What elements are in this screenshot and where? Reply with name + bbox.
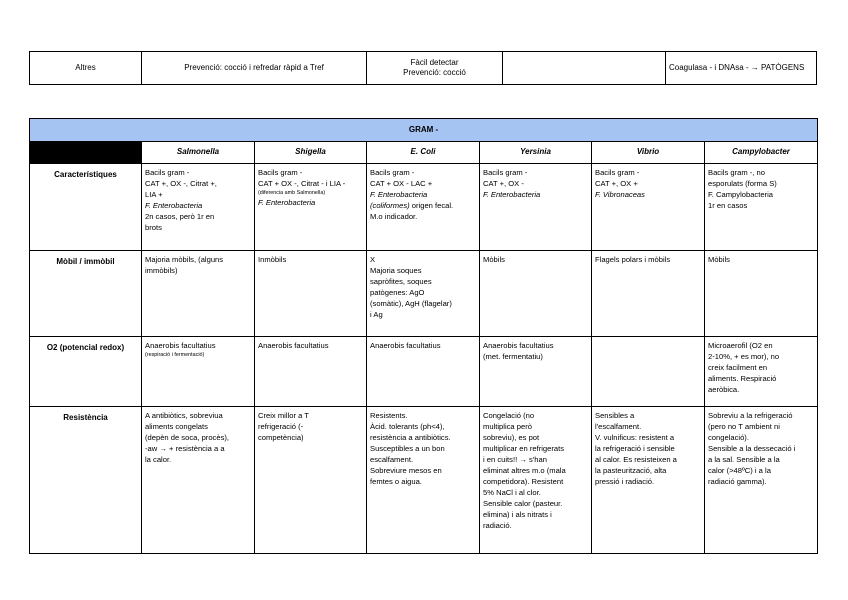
cell-vibrio-o2 bbox=[592, 337, 705, 407]
cell-line: 1r en casos bbox=[708, 201, 748, 210]
cell-vibrio-mobil bbox=[592, 251, 705, 337]
row-label-mobil: Mòbil / immòbil bbox=[30, 251, 142, 337]
gram-table bbox=[29, 118, 818, 554]
altres-cell bbox=[30, 52, 142, 85]
cell-line: Majoria mòbils, (alguns bbox=[145, 255, 224, 264]
cell-line: (coliformes) bbox=[370, 201, 410, 210]
cell-ecoli-mobil bbox=[367, 251, 480, 337]
cell-line: (pero no T ambient ni bbox=[708, 422, 780, 431]
cell-line: aliments congelats bbox=[145, 422, 208, 431]
cell-line: F. Campylobacteria bbox=[708, 190, 773, 199]
cell-line: Mòbils bbox=[483, 255, 505, 264]
cell-line: patògenes: AgO bbox=[370, 288, 425, 297]
cell-line: calor (>48ºC) i a la bbox=[708, 466, 771, 475]
cell-line: Creix millor a T bbox=[258, 411, 309, 420]
cell-line: CAT +, OX -, Citrat +, bbox=[145, 179, 217, 188]
table-row bbox=[30, 407, 818, 554]
cell-line: Susceptibles a un bon bbox=[370, 444, 445, 453]
facil-line-2: Prevenció: cocció bbox=[403, 68, 466, 77]
cell-line: Anaerobis facultatius bbox=[370, 341, 441, 350]
cell-line: refrigeració (- bbox=[258, 422, 304, 431]
cell-line: Bacils gram -, no bbox=[708, 168, 765, 177]
cell-line: Anaerobis facultatius bbox=[483, 341, 554, 350]
table-row bbox=[30, 337, 818, 407]
cell-line: X bbox=[370, 255, 376, 264]
cell-line: competidora). Resistent bbox=[483, 477, 564, 486]
cell-line: CAT +, OX + bbox=[595, 179, 638, 188]
cell-line: origen fecal. bbox=[411, 201, 454, 210]
cell-line: creix facilment en bbox=[708, 363, 768, 372]
cell-line: Bacils gram - bbox=[483, 168, 528, 177]
coagulasa-cell bbox=[666, 52, 817, 85]
cell-campylobacter-resistencia bbox=[705, 407, 818, 554]
cell-line: pressió i radiació. bbox=[595, 477, 655, 486]
col-header-yersinia: Yersinia bbox=[480, 142, 592, 164]
corner-black-cell bbox=[30, 142, 142, 164]
cell-ecoli-caracteristiques bbox=[367, 164, 480, 251]
cell-line: F. Enterobacteria bbox=[145, 201, 203, 210]
column-header-row bbox=[30, 142, 818, 164]
cell-line: M.o indicador. bbox=[370, 212, 418, 221]
facil-cell bbox=[367, 52, 503, 85]
col-header-ecoli: E. Coli bbox=[367, 142, 480, 164]
cell-line: Mòbils bbox=[708, 255, 730, 264]
top-table bbox=[29, 51, 817, 85]
prevencio-text: Prevenció: cocció i refredar ràpid a Tref bbox=[184, 63, 324, 72]
cell-vibrio-caracteristiques bbox=[592, 164, 705, 251]
cell-line: F. Enterobacteria bbox=[370, 190, 428, 199]
cell-shigella-mobil bbox=[255, 251, 367, 337]
cell-line: sobreviu), es pot bbox=[483, 433, 540, 442]
cell-line: -aw → + resistència a a bbox=[145, 444, 225, 453]
cell-line: la calor. bbox=[145, 455, 172, 464]
cell-line: (somàtic), AgH (flagelar) bbox=[370, 299, 452, 308]
cell-line: femtes o aigua. bbox=[370, 477, 422, 486]
cell-salmonella-resistencia bbox=[142, 407, 255, 554]
cell-line: aeròbica. bbox=[708, 385, 740, 394]
cell-line: 2-10%, + es mor), no bbox=[708, 352, 780, 361]
col-header-campylobacter: Campylobacter bbox=[705, 142, 818, 164]
cell-campylobacter-caracteristiques bbox=[705, 164, 818, 251]
cell-line: CAT + OX -, Citrat - i LIA - bbox=[258, 179, 346, 188]
cell-line: al calor. Es resisteixen a bbox=[595, 455, 677, 464]
cell-line: Resistents. bbox=[370, 411, 408, 420]
facil-line-1: Fàcil detectar bbox=[410, 58, 459, 67]
cell-line: LIA + bbox=[145, 190, 163, 199]
coagulasa-text: Coagulasa - i DNAsa - → PATÒGENS bbox=[669, 63, 805, 72]
cell-line: l'escalfament. bbox=[595, 422, 642, 431]
cell-line: Sobreviu a la refrigeració bbox=[708, 411, 793, 420]
cell-line: 2n casos, però 1r en bbox=[145, 212, 215, 221]
cell-line: (met. fermentatiu) bbox=[483, 352, 543, 361]
cell-line: Àcid. tolerants (ph<4), bbox=[370, 422, 445, 431]
cell-line: Bacils gram - bbox=[145, 168, 190, 177]
cell-line: Majoria soques bbox=[370, 266, 422, 275]
cell-shigella-resistencia bbox=[255, 407, 367, 554]
cell-line: A antibiòtics, sobreviua bbox=[145, 411, 223, 420]
cell-line: CAT + OX - LAC + bbox=[370, 179, 433, 188]
cell-line: Sobreviure mesos en bbox=[370, 466, 442, 475]
table-row bbox=[30, 52, 817, 85]
col-header-shigella: Shigella bbox=[255, 142, 367, 164]
cell-line: i en cuits!! → s'han bbox=[483, 455, 547, 464]
cell-line: Bacils gram - bbox=[595, 168, 640, 177]
empty-cell bbox=[503, 52, 666, 85]
cell-line: resistència a antibiòtics. bbox=[370, 433, 451, 442]
cell-line: congelació). bbox=[708, 433, 749, 442]
cell-yersinia-o2 bbox=[480, 337, 592, 407]
cell-line: radiació gamma). bbox=[708, 477, 767, 486]
cell-line: brots bbox=[145, 223, 162, 232]
cell-vibrio-resistencia bbox=[592, 407, 705, 554]
cell-line: la refrigeració i sensible bbox=[595, 444, 675, 453]
row-label-resistencia: Resistència bbox=[30, 407, 142, 554]
cell-line: Sensible a la dessecació i bbox=[708, 444, 796, 453]
cell-line: CAT +, OX - bbox=[483, 179, 524, 188]
col-header-vibrio: Vibrio bbox=[592, 142, 705, 164]
cell-campylobacter-mobil bbox=[705, 251, 818, 337]
col-header-salmonella: Salmonella bbox=[142, 142, 255, 164]
cell-shigella-caracteristiques bbox=[255, 164, 367, 251]
cell-line: V. vulnificus: resistent a bbox=[595, 433, 675, 442]
cell-line: Bacils gram - bbox=[258, 168, 303, 177]
cell-salmonella-caracteristiques bbox=[142, 164, 255, 251]
cell-line: radiació. bbox=[483, 521, 512, 530]
gram-header: GRAM - bbox=[30, 119, 818, 142]
cell-line: elimina) i als nitrats i bbox=[483, 510, 552, 519]
cell-line: immòbils) bbox=[145, 266, 178, 275]
altres-label: Altres bbox=[75, 63, 96, 72]
cell-line: Microaerofil (O2 en bbox=[708, 341, 773, 350]
cell-line: sapròfites, soques bbox=[370, 277, 432, 286]
cell-shigella-o2 bbox=[255, 337, 367, 407]
prevencio-cell bbox=[142, 52, 367, 85]
cell-line: esporulats (forma S) bbox=[708, 179, 777, 188]
cell-line: escalfament. bbox=[370, 455, 414, 464]
cell-line: aliments. Respiració bbox=[708, 374, 777, 383]
cell-line: a la sal. Sensible a la bbox=[708, 455, 780, 464]
cell-line: Sensible calor (pasteur. bbox=[483, 499, 563, 508]
cell-ecoli-resistencia bbox=[367, 407, 480, 554]
row-label-o2: O2 (potencial redox) bbox=[30, 337, 142, 407]
cell-line: Bacils gram - bbox=[370, 168, 415, 177]
cell-line: Anaerobis facultatius bbox=[258, 341, 329, 350]
cell-line: (depèn de soca, procès), bbox=[145, 433, 230, 442]
cell-yersinia-resistencia bbox=[480, 407, 592, 554]
table-row bbox=[30, 164, 818, 251]
cell-salmonella-o2 bbox=[142, 337, 255, 407]
gram-header-row bbox=[30, 119, 818, 142]
cell-line: i Ag bbox=[370, 310, 383, 319]
row-label-caracteristiques: Característiques bbox=[30, 164, 142, 251]
cell-line: Flagels polars i mòbils bbox=[595, 255, 671, 264]
cell-line: Congelació (no bbox=[483, 411, 535, 420]
cell-yersinia-caracteristiques bbox=[480, 164, 592, 251]
cell-line: Sensibles a bbox=[595, 411, 635, 420]
cell-ecoli-o2 bbox=[367, 337, 480, 407]
cell-line: competència) bbox=[258, 433, 304, 442]
cell-line: la pasteurització, alta bbox=[595, 466, 667, 475]
cell-line: 5% NaCl i al clor. bbox=[483, 488, 541, 497]
cell-line: multiplicar en refrigerats bbox=[483, 444, 565, 453]
cell-line: F. Vibronaceas bbox=[595, 190, 645, 199]
cell-line: Inmòbils bbox=[258, 255, 287, 264]
cell-line: multiplica però bbox=[483, 422, 532, 431]
table-row bbox=[30, 251, 818, 337]
cell-line: F. Enterobacteria bbox=[258, 198, 316, 207]
cell-salmonella-mobil bbox=[142, 251, 255, 337]
cell-line: eliminat altres m.o (mala bbox=[483, 466, 566, 475]
cell-line: F. Enterobacteria bbox=[483, 190, 541, 199]
cell-yersinia-mobil bbox=[480, 251, 592, 337]
cell-line: (respiració i fermentació) bbox=[145, 352, 205, 358]
cell-campylobacter-o2 bbox=[705, 337, 818, 407]
cell-line: (diferencia amb Salmonella) bbox=[258, 190, 326, 196]
cell-line: Anaerobis facultatius bbox=[145, 341, 216, 350]
